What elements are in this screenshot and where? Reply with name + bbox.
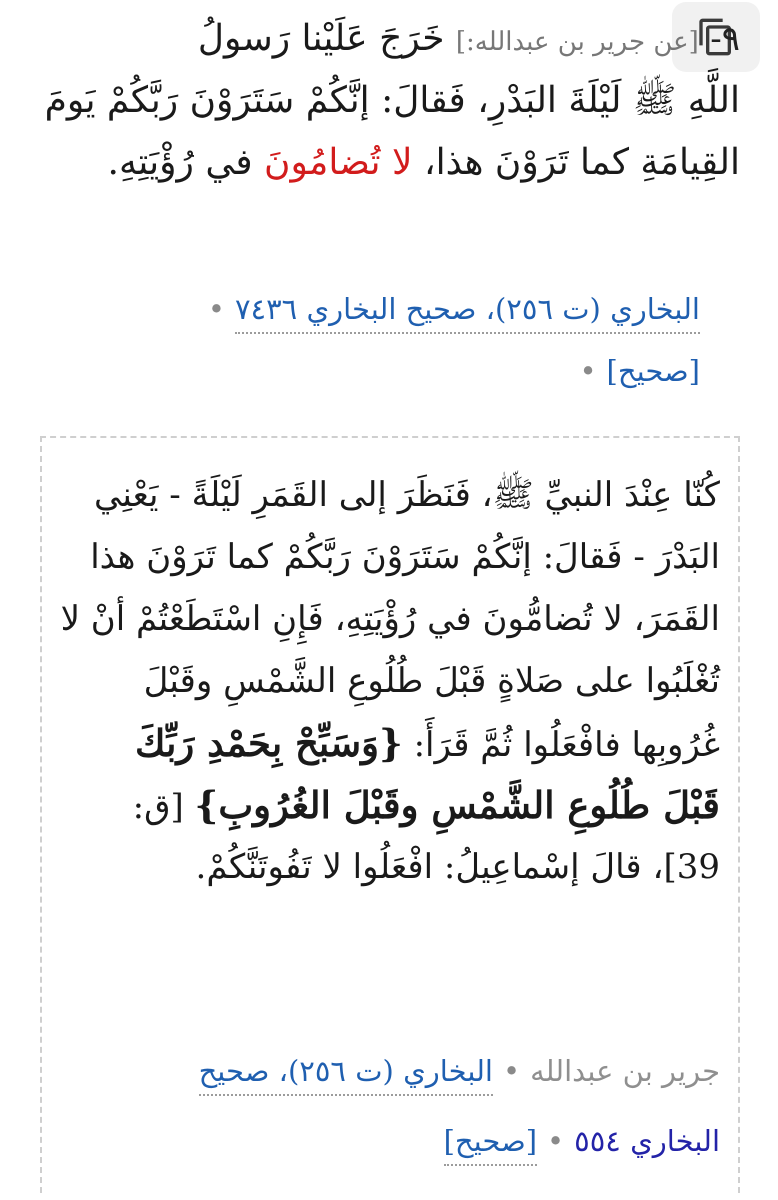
hadith-2-line-5-text: غُرُوبِها فافْعَلُوا ثُمَّ قَرَأَ: [402, 725, 720, 765]
meta-1-row-2 [60, 340, 700, 402]
hadith-1-line-1-text: خَرَجَ عَلَيْنا رَسولُ [197, 18, 445, 59]
hadith-1-line-2: اللَّهِ ﷺ لَيْلَةَ البَدْرِ، فَقالَ: إنَّكُمْ سَتَرَوْنَ رَبَّكُمْ يَومَ [44, 80, 740, 121]
meta-2-row-1 [62, 1036, 720, 1106]
verse-reference: [ق: [132, 787, 195, 827]
bullet-separator: • [579, 354, 597, 388]
hadith-1-line-1 [40, 8, 740, 70]
quran-verse-part-2: قَبْلَ طُلُوعِ الشَّمْسِ وقَبْلَ الغُرُوبِ} [194, 783, 720, 827]
hadith-2-line-2: البَدْرَ - فَقالَ: إنَّكُمْ سَتَرَوْنَ رَبَّكُمْ كما تَرَوْنَ هذا [90, 537, 720, 577]
hadith-text-2 [62, 464, 720, 898]
highlighted-phrase: لا تُضامُونَ [264, 142, 413, 183]
narrator-bracket: [عن جرير بن عبدالله:] [455, 27, 699, 57]
hadith-2-line-7: 39]، قالَ إسْماعِيلُ: افْعَلُوا لا تَفُوتَنَّكُمْ. [195, 847, 720, 887]
bullet-separator: • [502, 1054, 521, 1088]
hadith-2-line-3: القَمَرَ، لا تُضامُّونَ في رُؤْيَتِهِ، فَإِنِ اسْتَطَعْتُمْ أنْ لا [60, 599, 720, 639]
hadith-2-line-4: تُغْلَبُوا على صَلاةٍ قَبْلَ طُلُوعِ الشَّمْسِ وقَبْلَ [143, 661, 720, 701]
hadith-1-metadata [60, 278, 700, 402]
grade-link-2[interactable]: [صحيح] [444, 1124, 537, 1166]
hadith-1-line-3 [40, 132, 740, 194]
collection-link-2[interactable]: البخاري ٥٥٤ [574, 1124, 720, 1158]
hadith-number: ٩- [710, 19, 740, 59]
meta-1-row-1 [60, 278, 700, 340]
bullet-separator: • [547, 1124, 565, 1158]
hadith-2-line-1: كُنّا عِنْدَ النبيِّ ﷺ، فَنَظَرَ إلى القَمَرِ لَيْلَةً - يَعْنِي [94, 475, 720, 515]
hadith-1-line-3-text: القِيامَةِ كما تَرَوْنَ هذا، [412, 142, 740, 183]
hadith-1-line-3-end: في رُؤْيَتِهِ. [107, 142, 264, 183]
source-link-2[interactable]: البخاري (ت ٢٥٦)، صحيح [199, 1054, 493, 1096]
hadith-2-line-5 [62, 712, 720, 774]
quran-verse-part-1: {وَسَبِّحْ بِحَمْدِ رَبِّكَ [134, 721, 403, 765]
source-link-1[interactable]: البخاري (ت ٢٥٦)، صحيح البخاري ٧٤٣٦ [235, 292, 700, 334]
narrator-name[interactable]: جرير بن عبدالله [530, 1054, 720, 1088]
grade-link-1[interactable]: [صحيح] [606, 354, 700, 388]
meta-2-row-2 [62, 1106, 720, 1176]
bullet-separator: • [207, 292, 225, 326]
hadith-2-metadata [62, 1036, 720, 1176]
hadith-2-line-6 [62, 774, 720, 836]
hadith-card [40, 436, 740, 1193]
hadith-text-1 [40, 8, 740, 194]
